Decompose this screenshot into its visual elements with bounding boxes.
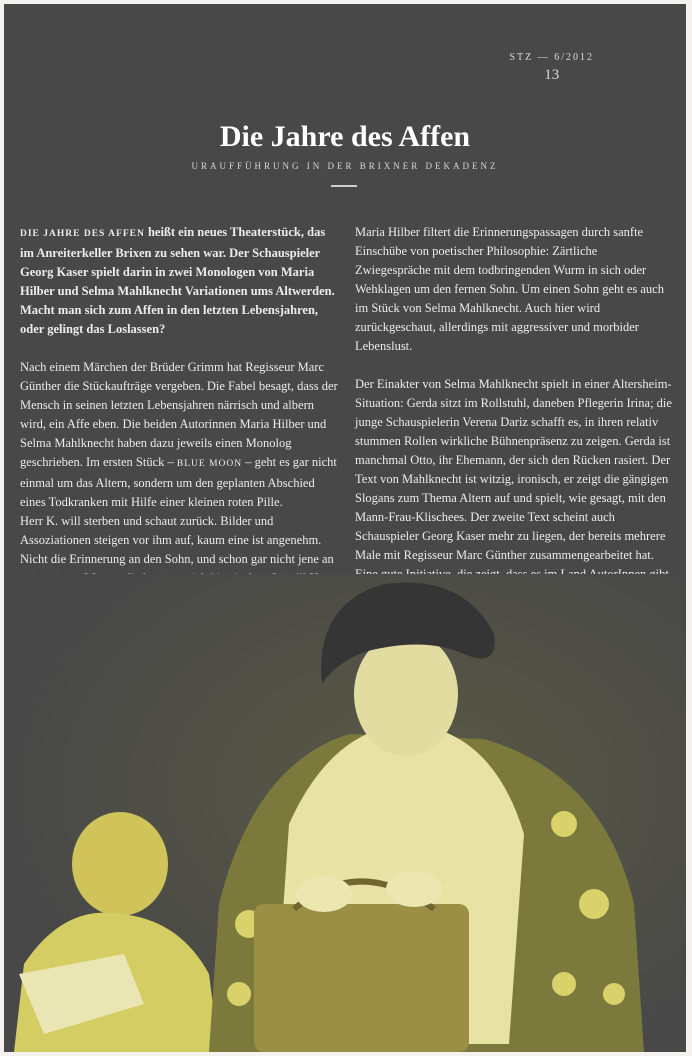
paragraph-1-a: Nach einem Märchen der Brüder Grimm hat Regisseur Marc Günther die Stückaufträge vergeben. Die Fabel besagt, dass der Mensch in seinen letzten Lebensjahren närrisch und albern wird, ein Affe eben. Die beiden Autorinnen Maria Hilber und Selma Mahlknecht haben dazu jeweils einen Monolog geschrieben. Im ersten Stück –: [20, 360, 338, 469]
paragraph-3: Maria Hilber filtert die Erinnerungspassagen durch sanfte Einschübe von poetischer Philosophie: Zärtliche Zwiegespräche mit dem todbringenden Wurm in sich oder Wehklagen um den fernen Sohn. Um einen Sohn geht es auch im Stück von Selma Mahlknecht. Auch hier wird zurückgeschaut, allerdings mit aggressiver und morbider Lebenslust.: [355, 225, 664, 353]
article-title: Die Jahre des Affen: [219, 120, 471, 153]
lead-paragraph: [20, 223, 338, 339]
issue-label: STZ — 6/2012: [509, 52, 594, 63]
stage-photo: [4, 574, 686, 1052]
lead-text: heißt ein neues Theaterstück, das im Anreiterkeller Brixen zu sehen war. Der Schauspieler Georg Kaser spielt darin in zwei Monologen von Maria Hilber und Selma Mahlknecht Variationen ums Altwerden. Macht man sich zum Affen in den letzten Lebensjahren, oder gelingt das Loslassen?: [20, 225, 335, 336]
article-subtitle: URAUFFÜHRUNG IN DER BRIXNER DEKADENZ: [191, 161, 499, 171]
paragraph-4: Der Einakter von Selma Mahlknecht spielt in einer Altersheim-Situation: Gerda sitzt im Rollstuhl, daneben Pflegerin Irina; die junge Schauspielerin Verena Dariz schafft es, in ihren relativ stummen Rollen wirkliche Bühnenpräsenz zu zeigen. Gerda ist manchmal Otto, ihr Ehemann, der sich den Rücken rasiert. Der Text von Mahlknecht ist witzig, ironisch, er zeigt die gängigen Slogans zum Thema Altern auf und spielt, wie gesagt, mit den Mann-Frau-Klischees. Der zweite Text scheint auch Schauspieler Georg Kaser mehr zu liegen, der bereits mehrere Male mit Regisseur Marc Günther zusammengearbeitet hat.: [355, 377, 672, 562]
paragraph-1: [20, 358, 338, 607]
title-divider: [331, 185, 357, 187]
magazine-page: [4, 4, 686, 1052]
paragraph-1-c: Herr K. will sterben und schaut zurück. Bilder und Assoziationen steigen vor ihm auf, kaum eine ist angenehm. Nicht die Erinnerung an den Sohn, und schon gar nicht jene an: [20, 514, 334, 566]
paragraph-1-b: – geht es gar nicht einmal um das Altern, sondern um den geplanten Abschied eines Todkranken mit Hilfe einer kleinen roten Pille.: [20, 455, 337, 509]
page-number: 13: [544, 67, 560, 83]
play-title-blue-moon: BLUE MOON: [176, 459, 243, 469]
lead-smallcaps: DIE JAHRE DES AFFEN: [20, 229, 145, 239]
folio: [509, 52, 594, 84]
